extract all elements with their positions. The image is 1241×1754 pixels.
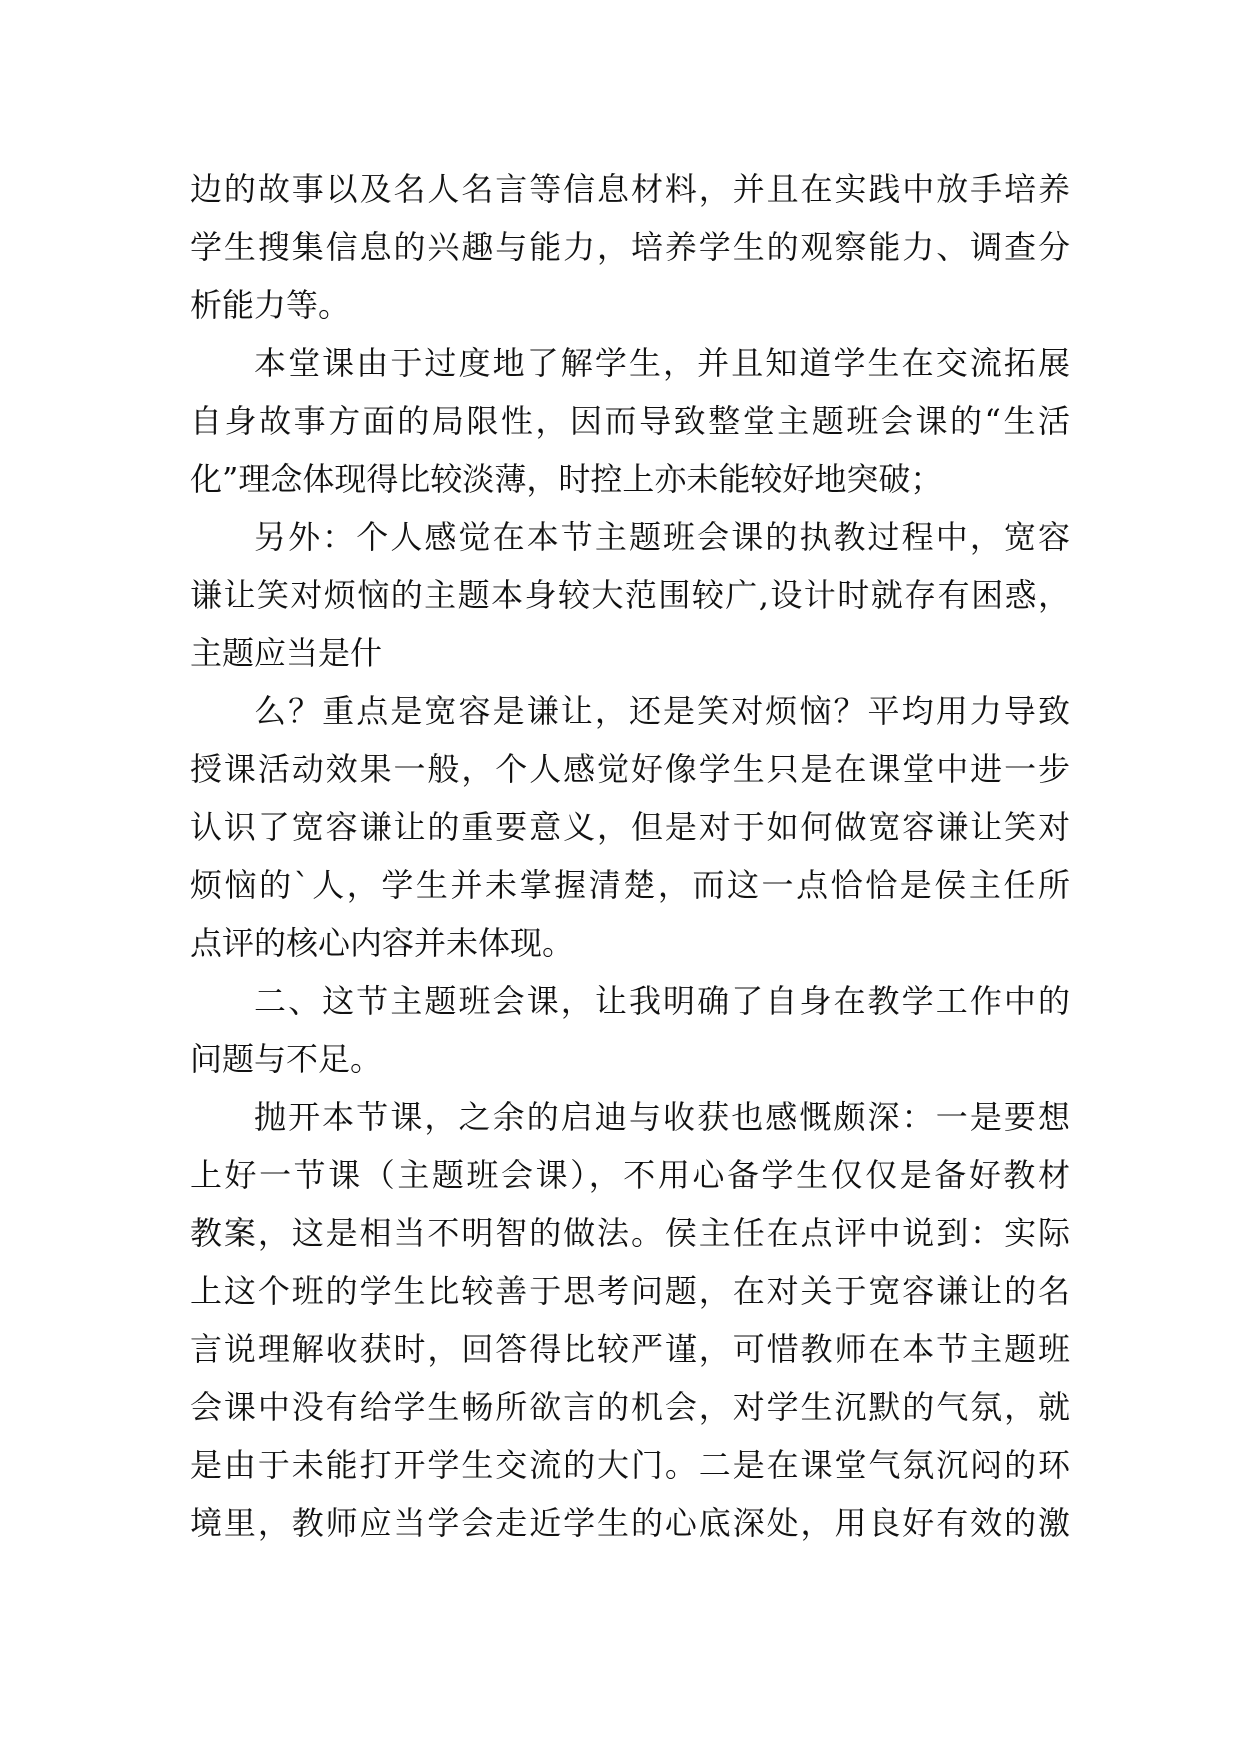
text-line: 学生搜集信息的兴趣与能力，培养学生的观察能力、调查分 bbox=[190, 228, 1070, 266]
paragraph-first-line: 二、这节主题班会课，让我明确了自身在教学工作中的 bbox=[254, 982, 1070, 1020]
paragraph-first-line: 另外：个人感觉在本节主题班会课的执教过程中，宽容 bbox=[254, 518, 1070, 556]
text-line: 授课活动效果一般，个人感觉好像学生只是在课堂中进一步 bbox=[190, 750, 1070, 788]
paragraph-first-line: 么？重点是宽容是谦让，还是笑对烦恼？平均用力导致 bbox=[254, 692, 1070, 730]
text-line: 主题应当是什 bbox=[190, 634, 383, 672]
text-line: 是由于未能打开学生交流的大门。二是在课堂气氛沉闷的环 bbox=[190, 1446, 1070, 1484]
text-line: 境里，教师应当学会走近学生的心底深处，用良好有效的激 bbox=[190, 1504, 1070, 1542]
text-line: 谦让笑对烦恼的主题本身较大范围较广,设计时就存有困惑， bbox=[190, 576, 1070, 614]
text-line: 上好一节课（主题班会课），不用心备学生仅仅是备好教材 bbox=[190, 1156, 1070, 1194]
paragraph-first-line: 抛开本节课，之余的启迪与收获也感慨颇深：一是要想 bbox=[254, 1098, 1070, 1136]
text-line: 点评的核心内容并未体现。 bbox=[190, 924, 575, 962]
paragraph-first-line: 本堂课由于过度地了解学生，并且知道学生在交流拓展 bbox=[254, 344, 1070, 382]
body-text bbox=[190, 160, 1070, 1552]
text-line: 上这个班的学生比较善于思考问题，在对关于宽容谦让的名 bbox=[190, 1272, 1070, 1310]
text-line: 化”理念体现得比较淡薄，时控上亦未能较好地突破； bbox=[190, 460, 943, 498]
text-line: 析能力等。 bbox=[190, 286, 351, 324]
text-line: 言说理解收获时，回答得比较严谨，可惜教师在本节主题班 bbox=[190, 1330, 1070, 1368]
text-line: 边的故事以及名人名言等信息材料，并且在实践中放手培养 bbox=[190, 170, 1070, 208]
text-line: 问题与不足。 bbox=[190, 1040, 383, 1078]
text-line: 自身故事方面的局限性，因而导致整堂主题班会课的“生活 bbox=[190, 402, 1070, 440]
text-line: 认识了宽容谦让的重要意义，但是对于如何做宽容谦让笑对 bbox=[190, 808, 1070, 846]
text-line: 会课中没有给学生畅所欲言的机会，对学生沉默的气氛，就 bbox=[190, 1388, 1070, 1426]
text-line: 教案，这是相当不明智的做法。侯主任在点评中说到：实际 bbox=[190, 1214, 1070, 1252]
text-line: 烦恼的`人，学生并未掌握清楚，而这一点恰恰是侯主任所 bbox=[190, 866, 1070, 904]
